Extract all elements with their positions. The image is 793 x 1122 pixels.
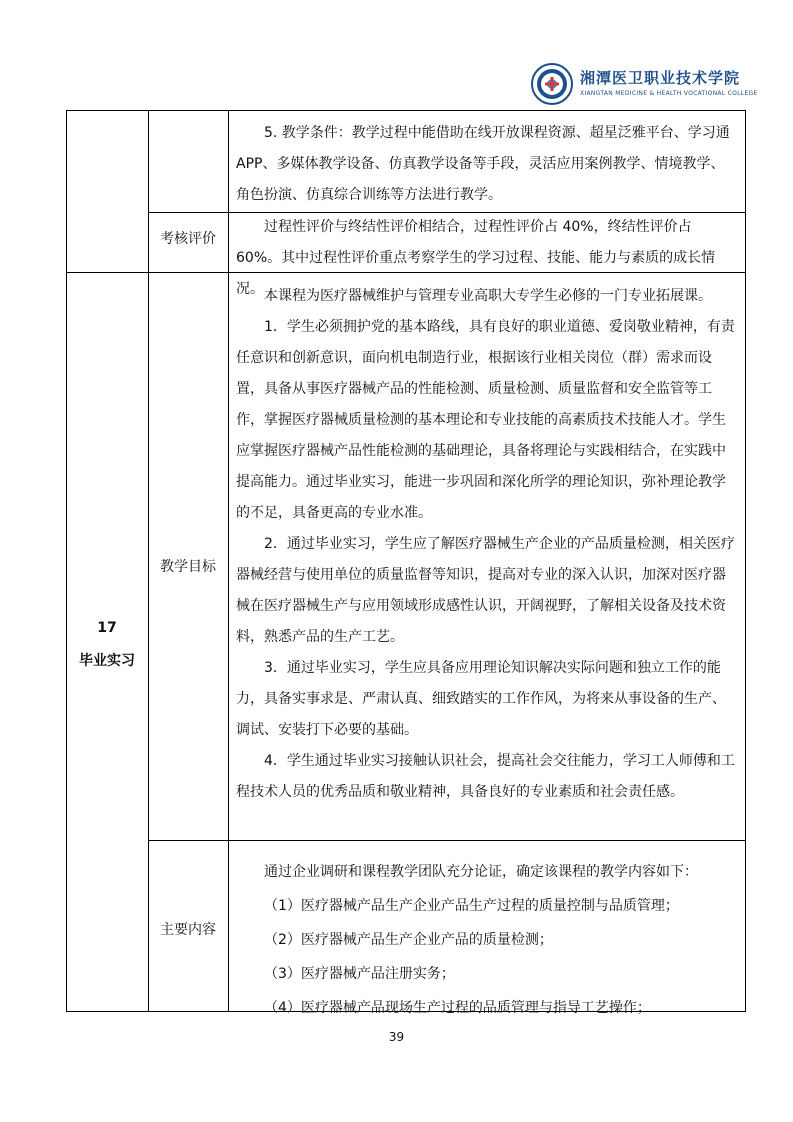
main-content-label: 主要内容 <box>160 922 216 938</box>
course-name: 毕业实习 <box>79 653 135 669</box>
school-logo <box>530 62 758 108</box>
content-item: （4）医疗器械产品现场生产过程的品质管理与指导工艺操作； <box>264 1000 651 1016</box>
school-name-en: XIANGTAN MEDICINE & HEALTH VOCATIONAL COLLEGE <box>580 90 758 97</box>
goal-paragraph: 本课程为医疗器械维护与管理专业高职大专学生必修的一门专业拓展课。 <box>264 288 712 304</box>
page-number: 39 <box>388 1030 405 1044</box>
assessment-text: 过程性评价与终结性评价相结合，过程性评价占 40%，终结性评价占 60%。其中过程性评价重点考察学生的学习过程、技能、能力与素质的成长情况。 <box>236 219 716 297</box>
table-border-top <box>66 110 746 111</box>
course-number: 17 <box>97 620 117 636</box>
content-item: （1）医疗器械产品生产企业产品生产过程的质量控制与品质管理； <box>264 898 679 914</box>
goal-paragraph: 4．学生通过毕业实习接触认识社会，提高社会交往能力，学习工人师傅和工程技术人员的优秀品质和敬业精神，具备良好的专业素质和社会责任感。 <box>236 753 735 800</box>
table-border-right <box>745 110 746 1012</box>
goal-paragraph: 2．通过毕业实习，学生应了解医疗器械生产企业的产品质量检测，相关医疗器械经营与使用单位的质量监督等知识，提高对专业的深入认识，加深对医疗器械在医疗器械生产与应用领域形成感性认识，开阔视野，了解相关设备及技术资料，熟悉产品的生产工艺。 <box>236 536 735 645</box>
table-border-left <box>66 110 67 1012</box>
main-content-cell <box>236 855 736 1025</box>
school-seal-icon <box>530 62 574 106</box>
teaching-goal-label: 教学目标 <box>160 559 216 575</box>
goal-paragraph: 1．学生必须拥护党的基本路线，具有良好的职业道德、爱岗敬业精神，有责任意识和创新意识，面向机电制造行业，根据该行业相关岗位（群）需求而设置，具备从事医疗器械产品的性能检测、质量检测、质量监督和安全监管等工作，掌握医疗器械质量检测的基本理论和专业技能的高素质技术技能人才。学生应掌握医疗器械产品性能检测的基础理论，具备将理论与实践相结合，在实践中提高能力。通过毕业实习，能进一步巩固和深化所学的理论知识，弥补理论教学的不足，具备更高的专业水准。 <box>236 319 735 521</box>
row-divider <box>148 840 746 841</box>
goal-paragraph: 3．通过毕业实习，学生应具备应用理论知识解决实际问题和独立工作的能力，具备实事求是、严肃认真、细致踏实的工作作风，为将来从事设备的生产、调试、安装打下必要的基础。 <box>236 660 726 738</box>
teaching-conditions-text: 5. 教学条件：教学过程中能借助在线开放课程资源、超星泛雅平台、学习通 APP、多媒体教学设备、仿真教学设备等手段，灵活应用案例教学、情境教学、角色扮演、仿真综合训练等方法进行教学。 <box>236 125 730 203</box>
content-item: （2）医疗器械产品生产企业产品的质量检测； <box>264 932 553 948</box>
teaching-goal-cell <box>236 281 736 808</box>
teaching-conditions-cell <box>236 118 736 211</box>
column-divider <box>228 110 229 1012</box>
school-name: 湘潭医卫职业技术学院 <box>580 69 741 87</box>
content-item: （3）医疗器械产品注册实务； <box>264 966 455 982</box>
content-item: 通过企业调研和课程教学团队充分论证，确定该课程的教学内容如下： <box>264 864 698 880</box>
assessment-label: 考核评价 <box>160 231 216 247</box>
